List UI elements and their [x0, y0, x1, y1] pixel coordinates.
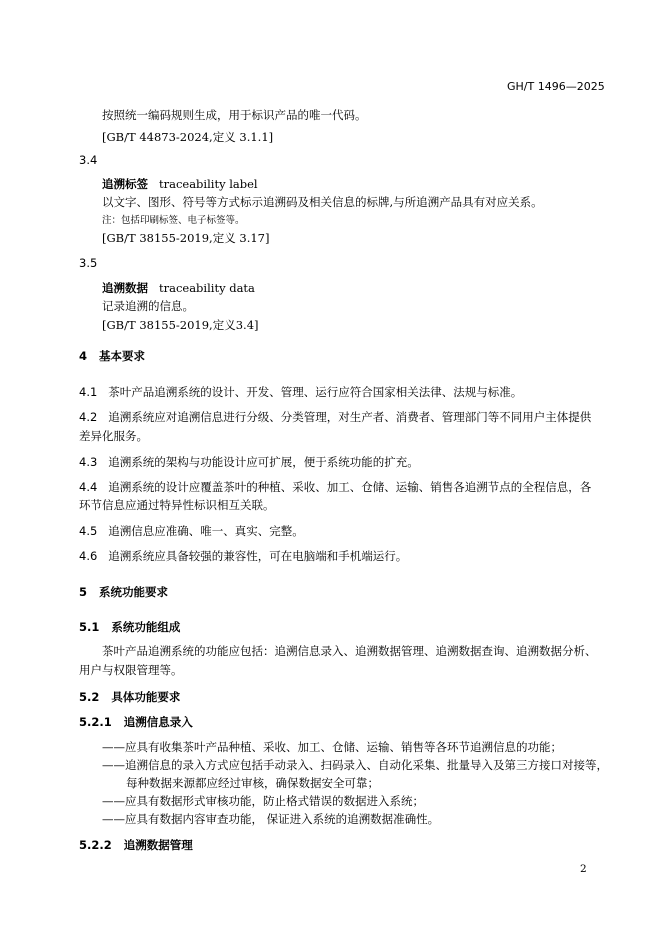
definition-text: 按照统一编码规则生成，用于标识产品的唯一代码。 — [102, 108, 367, 122]
section-heading — [79, 585, 168, 599]
reference-text: [GB/T 38155-2019,定义3.4] — [102, 318, 259, 332]
section-title: 基本要求 — [99, 349, 146, 363]
subsection-number: 5.2 — [79, 690, 100, 704]
bullet-item: ——应具有数据内容审查功能， 保证进入系统的追溯数据准确性。 — [102, 812, 440, 826]
item-text: 追溯系统的设计应覆盖茶叶的种植、采收、加工、仓储、运输、销售各追溯节点的全程信息，各 — [108, 480, 592, 494]
item-text: 追溯信息应准确、唯一、真实、完整。 — [108, 524, 304, 538]
subsection-number: 5.2.1 — [79, 715, 112, 729]
list-item — [79, 385, 522, 399]
clause-number: 3.5 — [79, 256, 98, 270]
document-number: GH/T 1496—2025 — [507, 80, 605, 93]
paragraph-text: 茶叶产品追溯系统的功能应包括：追溯信息录入、追溯数据管理、追溯数据查询、追溯数据分析、 — [102, 644, 597, 658]
page-number: 2 — [580, 863, 587, 875]
section-heading — [79, 349, 145, 363]
term-en: traceability data — [158, 281, 255, 295]
section-number: 5 — [79, 585, 88, 599]
item-number: 4.6 — [79, 549, 98, 563]
item-number: 4.5 — [79, 524, 98, 538]
subsection-title: 追溯数据管理 — [123, 838, 193, 852]
term-cn: 追溯数据 — [102, 281, 148, 295]
item-text: 茶叶产品追溯系统的设计、开发、管理、运行应符合国家相关法律、法规与标准。 — [108, 385, 523, 399]
clause-number: 3.4 — [79, 153, 98, 167]
bullet-continuation: 每种数据来源都应经过审核，确保数据安全可靠； — [126, 776, 379, 790]
subsection-heading — [79, 620, 180, 634]
section-number: 4 — [79, 349, 88, 363]
item-text: 追溯系统的架构与功能设计应可扩展，便于系统功能的扩充。 — [108, 455, 419, 469]
item-number: 4.3 — [79, 455, 98, 469]
subsection-title: 具体功能要求 — [111, 690, 181, 704]
item-number: 4.4 — [79, 480, 98, 494]
term-cn: 追溯标签 — [102, 177, 148, 191]
term-en: traceability label — [158, 177, 258, 191]
bullet-item: ——应具有收集茶叶产品种植、采收、加工、仓储、运输、销售等各环节追溯信息的功能； — [102, 740, 562, 754]
item-text: 追溯系统应对追溯信息进行分级、分类管理，对生产者、消费者、管理部门等不同用户主体提供 — [108, 410, 592, 424]
section-title: 系统功能要求 — [99, 585, 169, 599]
item-continuation: 差异化服务。 — [79, 429, 148, 443]
list-item — [79, 410, 591, 424]
paragraph-text: 用户与权限管理等。 — [79, 663, 183, 677]
list-item — [79, 524, 304, 538]
subsection-heading — [79, 690, 180, 704]
bullet-item: ——应具有数据形式审核功能，防止格式错误的数据进入系统； — [102, 794, 424, 808]
reference-text: [GB/T 38155-2019,定义 3.17] — [102, 231, 270, 245]
subsection-heading — [79, 715, 193, 729]
term-entry — [102, 177, 258, 191]
note-text: 注：包括印刷标签、电子标签等。 — [102, 215, 245, 226]
subsection-number: 5.1 — [79, 620, 100, 634]
item-continuation: 环节信息应通过特异性标识相互关联。 — [79, 498, 275, 512]
item-number: 4.1 — [79, 385, 98, 399]
subsection-number: 5.2.2 — [79, 838, 112, 852]
subsection-heading — [79, 838, 193, 852]
definition-text: 以文字、图形、符号等方式标示追溯码及相关信息的标牌,与所追溯产品具有对应关系。 — [102, 195, 543, 209]
subsection-title: 系统功能组成 — [111, 620, 181, 634]
item-text: 追溯系统应具备较强的兼容性，可在电脑端和手机端运行。 — [108, 549, 408, 563]
definition-text: 记录追溯的信息。 — [102, 299, 194, 313]
list-item — [79, 480, 591, 494]
list-item — [79, 549, 407, 563]
term-entry — [102, 281, 255, 295]
item-number: 4.2 — [79, 410, 98, 424]
reference-text: [GB/T 44873-2024,定义 3.1.1] — [102, 130, 274, 144]
subsection-title: 追溯信息录入 — [123, 715, 193, 729]
list-item — [79, 455, 419, 469]
bullet-item: ——追溯信息的录入方式应包括手动录入、扫码录入、自动化采集、批量导入及第三方接口对接等， — [102, 758, 608, 772]
